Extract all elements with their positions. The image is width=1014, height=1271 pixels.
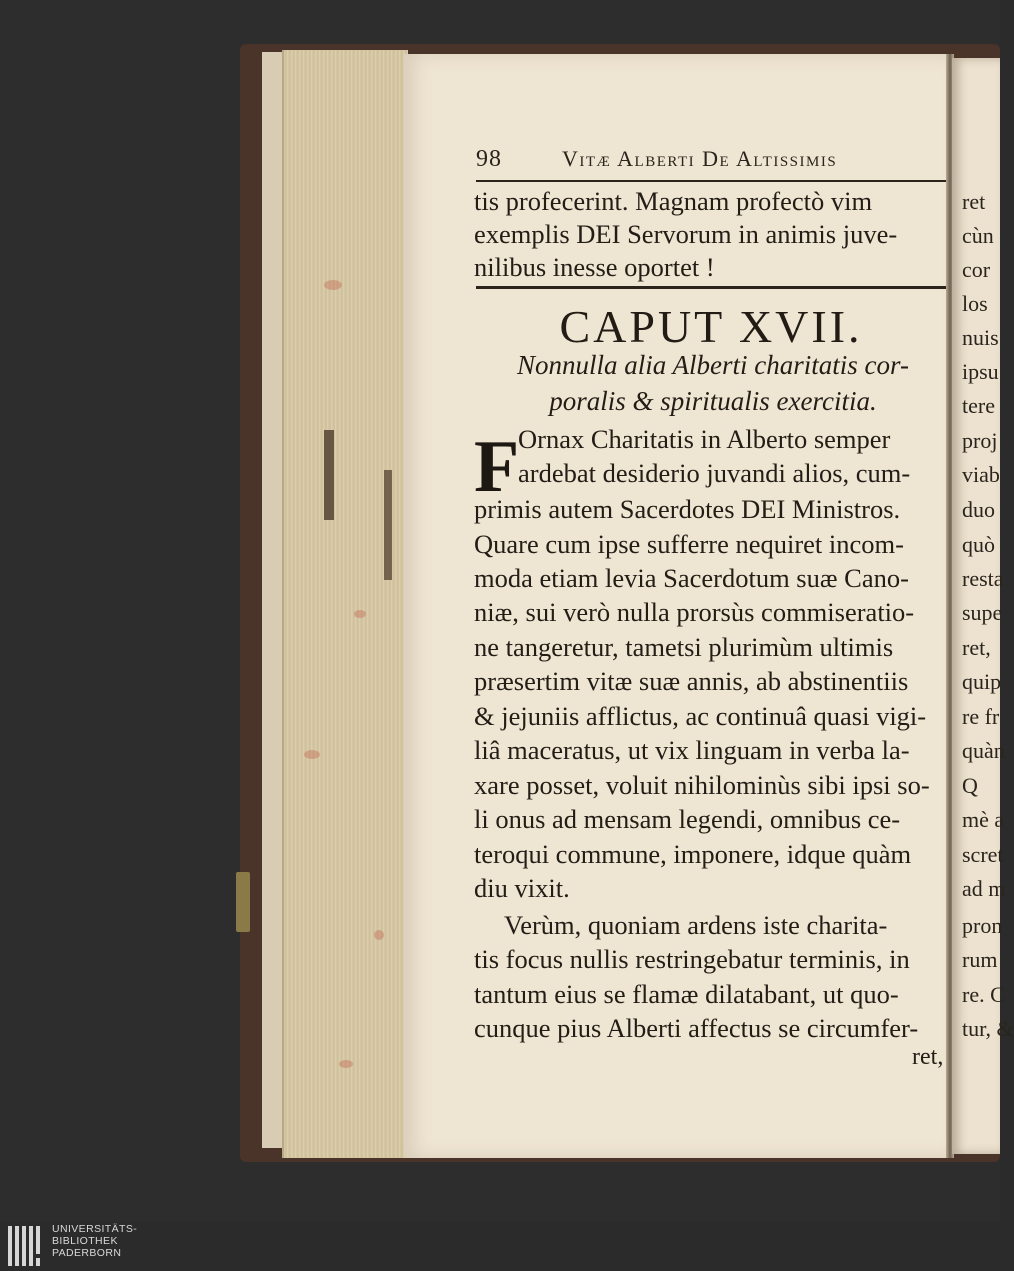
library-name-line: UNIVERSITÄTS-	[52, 1223, 138, 1235]
text-line: moda etiam levia Sacerdotum suæ Cano-	[474, 563, 909, 593]
next-page-fragment: re fr	[962, 704, 1000, 729]
next-page-fragment: cùn	[962, 223, 994, 248]
library-name-line: BIBLIOTHEK	[52, 1235, 118, 1247]
next-page-fragment: pron	[962, 913, 1003, 938]
next-page-fragment: re. C	[962, 982, 1005, 1007]
text-line: ardebat desiderio juvandi alios, cum-	[518, 458, 911, 488]
next-page-fragment: ipsu	[962, 359, 999, 384]
next-page-fragment: tur, &	[962, 1016, 1014, 1041]
text-line: exemplis DEI Servorum in animis juve-	[474, 219, 898, 249]
drop-cap: F	[474, 426, 520, 508]
text-line: diu vixit.	[474, 873, 570, 903]
header-rule	[476, 180, 946, 182]
library-logo-icon	[6, 1226, 46, 1266]
next-page-fragment: scret	[962, 842, 1004, 867]
catchword: ret,	[912, 1044, 944, 1070]
text-line: ne tangeretur, tametsi plurimùm ultimis	[474, 632, 894, 662]
next-page-fragment: quip	[962, 669, 1002, 694]
next-page-fragment: los	[962, 291, 988, 316]
text-line: xare posset, voluit nihilominùs sibi ipsi so-	[474, 770, 930, 800]
text-line: teroqui commune, imponere, idque quàm	[474, 839, 912, 869]
next-page-fragment: ret,	[962, 635, 991, 660]
next-page-fragment: ad m	[962, 876, 1006, 901]
next-page-fragment: tere	[962, 393, 995, 418]
page-edges	[282, 50, 408, 1158]
chapter-subtitle-line: Nonnulla alia Alberti charitatis cor-	[517, 350, 909, 380]
book-clasp	[236, 872, 250, 932]
next-page-fragment: duo	[962, 497, 995, 522]
text-line: Verùm, quoniam ardens iste charita-	[504, 910, 888, 940]
next-page-fragment: resta	[962, 566, 1004, 591]
running-head: Vitæ Alberti De Altissimis	[562, 146, 838, 171]
next-page-fragment: quàn	[962, 738, 1005, 763]
library-name-line: PADERBORN	[52, 1247, 122, 1259]
next-page-fragment: viab	[962, 462, 1000, 487]
library-footer	[0, 1222, 1000, 1271]
text-line: niæ, sui verò nulla prorsùs commiseratio-	[474, 597, 915, 627]
text-line: Quare cum ipse sufferre nequiret incom-	[474, 529, 904, 559]
text-line: tantum eius se flamæ dilatabant, ut quo-	[474, 979, 899, 1009]
text-line: li onus ad mensam legendi, omnibus ce-	[474, 804, 901, 834]
text-line: præsertim vitæ suæ annis, ab abstinentiis	[474, 666, 909, 696]
text-line: primis autem Sacerdotes DEI Ministros.	[474, 494, 901, 524]
text-line: tis profecerint. Magnam profectò vim	[474, 186, 873, 216]
text-line: liâ maceratus, ut vix linguam in verba la-	[474, 735, 910, 765]
next-page-fragment: mè a	[962, 807, 1005, 832]
page-header	[476, 144, 946, 178]
text-line: nilibus inesse oportet !	[474, 252, 715, 282]
text-line: & jejuniis afflictus, ac continuâ quasi vigi-	[474, 701, 927, 731]
next-page-fragment: nuis	[962, 325, 999, 350]
next-page-fragment: cor	[962, 257, 991, 282]
next-page-fragment: Q	[962, 773, 978, 798]
next-page-fragment: proj	[962, 428, 998, 453]
chapter-title: CAPUT XVII.	[559, 301, 863, 352]
text-line: Ornax Charitatis in Alberto semper	[518, 424, 891, 454]
next-page-fragment: ret	[962, 189, 986, 214]
next-page-fragment: rum	[962, 947, 998, 972]
chapter-rule	[476, 286, 946, 289]
next-page-fragment: supe	[962, 600, 1003, 625]
text-line: cunque pius Alberti affectus se circumfer-	[474, 1013, 919, 1043]
text-line: tis focus nullis restringebatur terminis, in	[474, 944, 910, 974]
chapter-subtitle-line: poralis & spiritualis exercitia.	[549, 386, 877, 416]
next-page-fragment: quò	[962, 532, 995, 557]
page-number: 98	[476, 146, 502, 172]
